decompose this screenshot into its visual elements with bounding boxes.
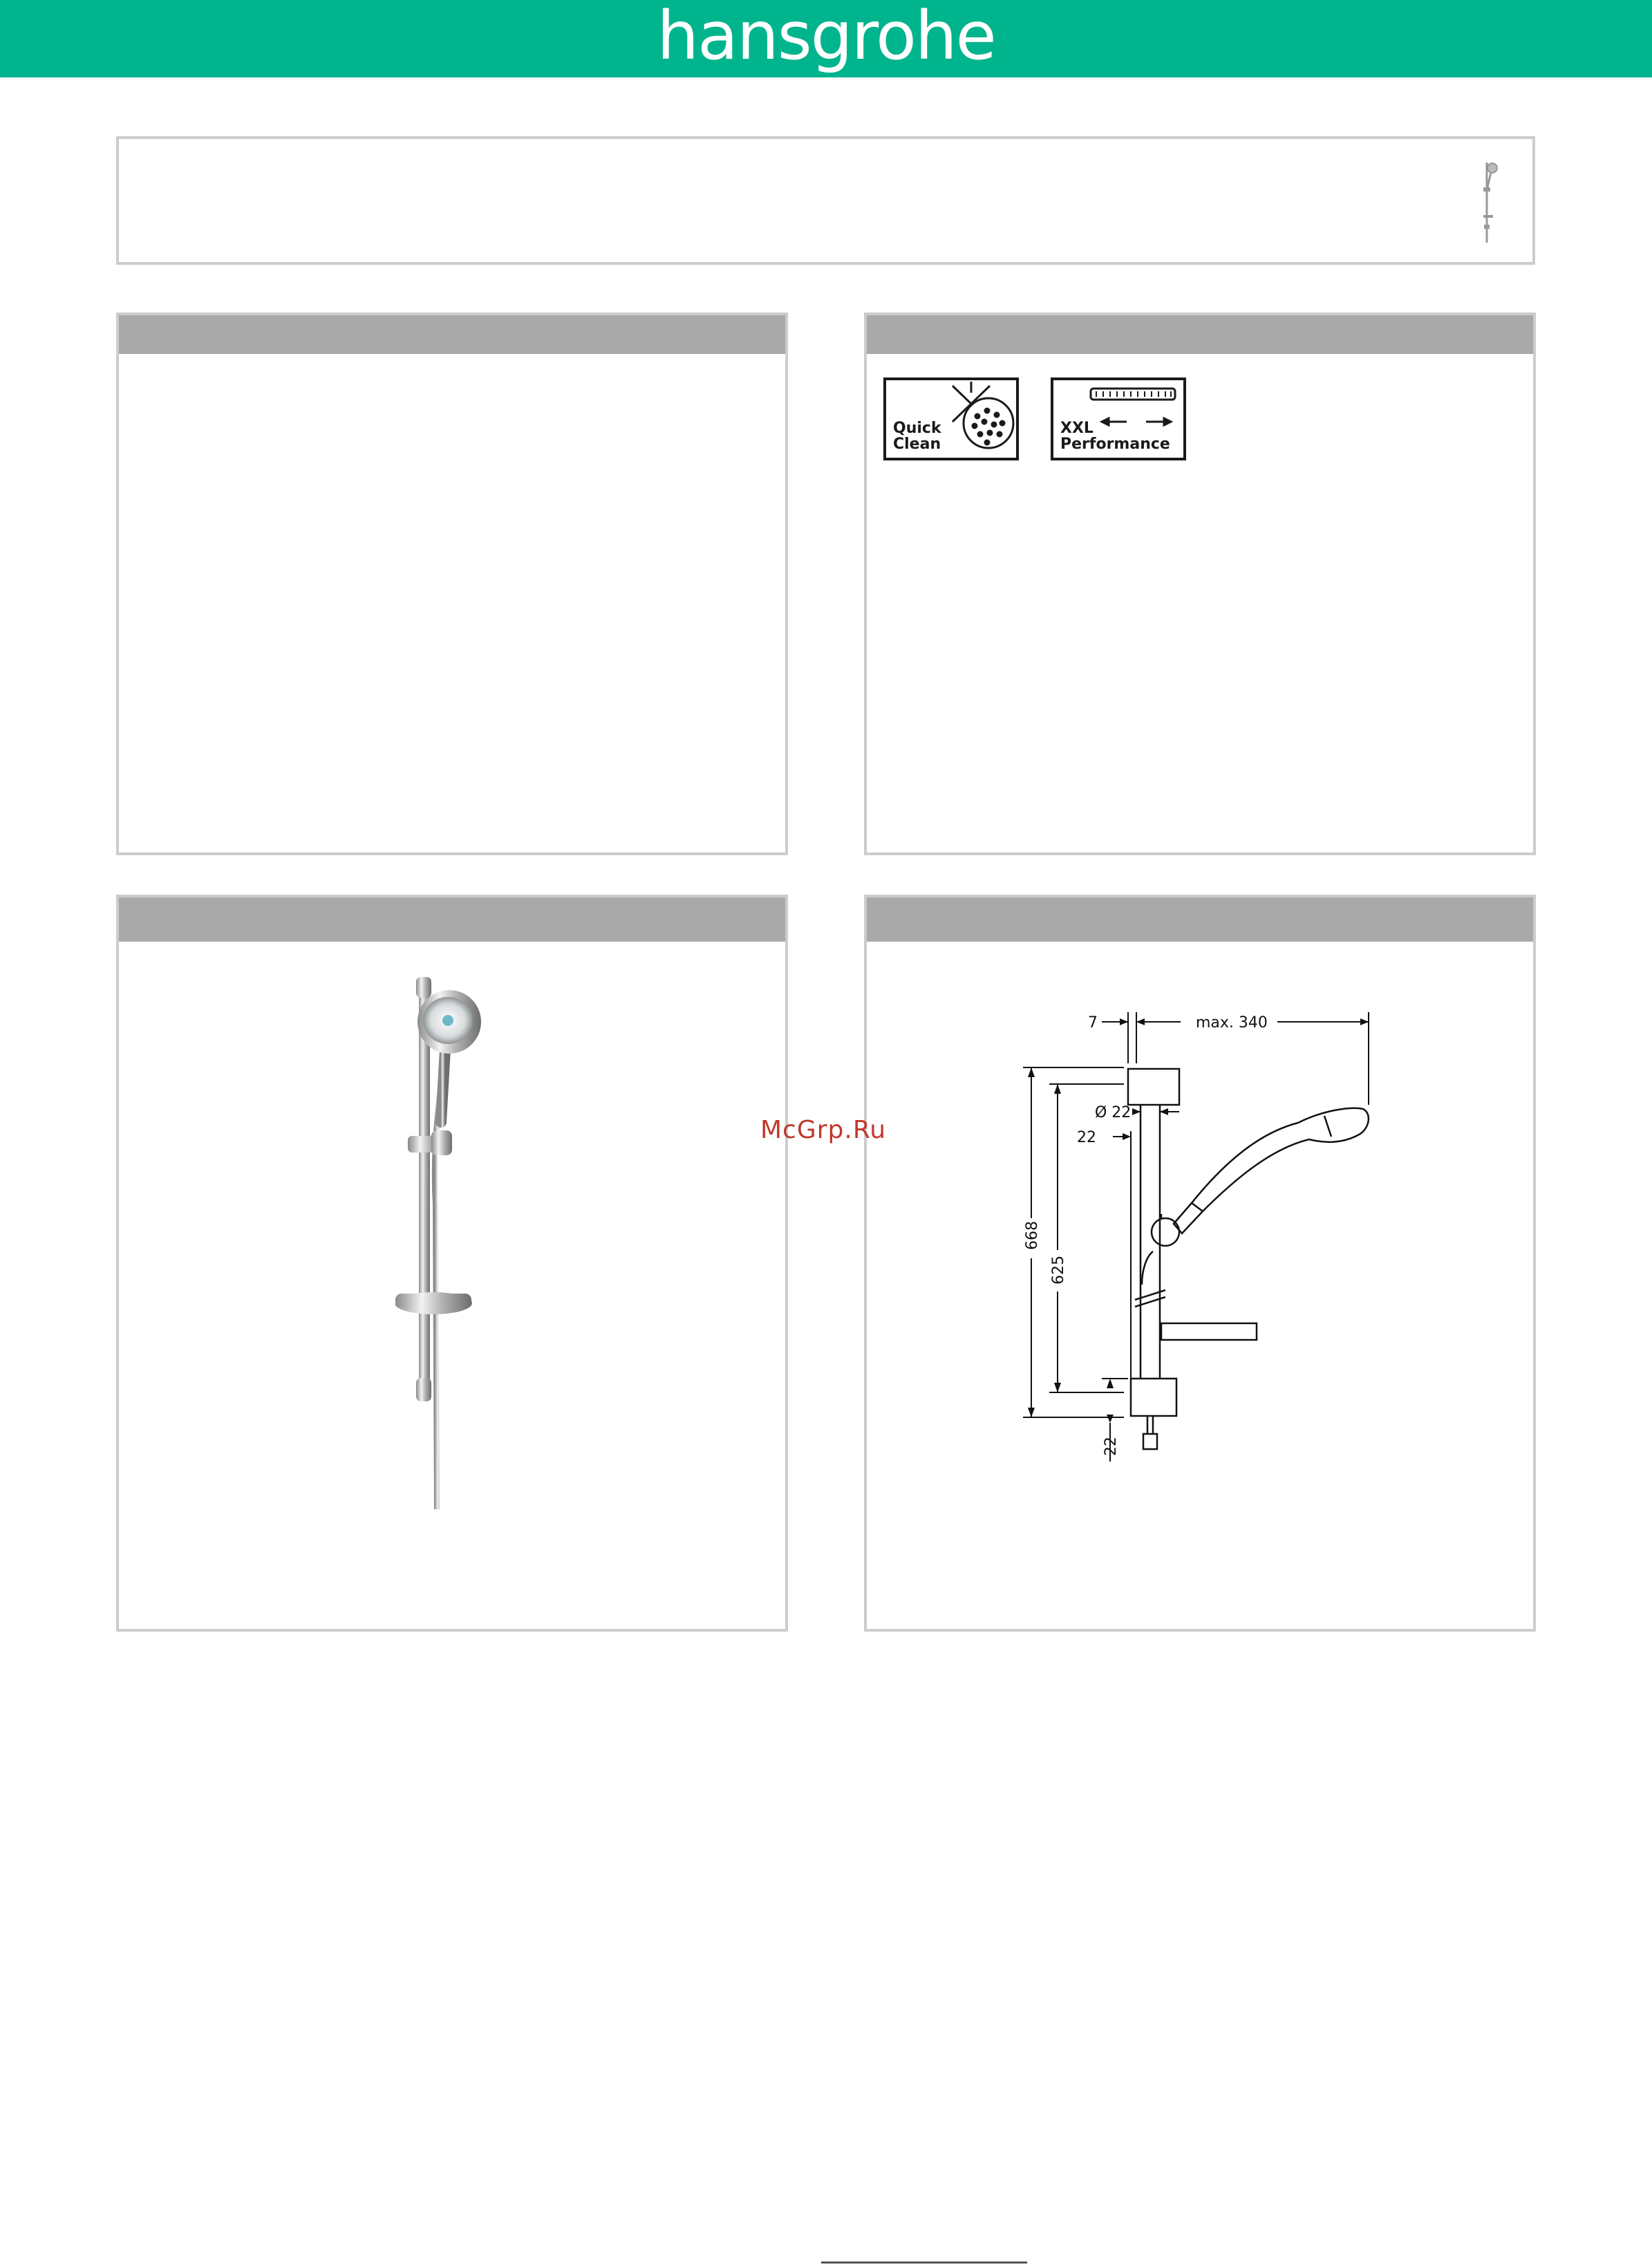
features-panel — [864, 312, 1536, 855]
product-thumbnail — [1477, 160, 1505, 245]
brand-logo: hansgrohe — [657, 0, 995, 75]
technical-drawing-panel — [864, 895, 1536, 1632]
features-panel-header — [867, 315, 1533, 354]
dimension-7: 7 — [1088, 1014, 1098, 1032]
dimension-diameter-22: Ø 22 — [1095, 1104, 1132, 1121]
watermark-text: McGrp.Ru — [760, 1116, 887, 1144]
xxl-performance-icon — [1051, 377, 1186, 460]
product-image-panel-header — [119, 897, 785, 942]
product-image-panel — [116, 895, 788, 1632]
description-panel — [116, 312, 788, 855]
quick-clean-label: Quick Clean — [893, 420, 941, 453]
dimension-22-bottom: 22 — [1102, 1437, 1120, 1456]
shower-set-photo — [395, 977, 520, 1516]
dimension-668: 668 — [1024, 1221, 1041, 1250]
dimension-drawing — [867, 953, 1533, 1575]
footer-rule — [821, 2261, 1027, 2264]
xxl-performance-label: XXL Performance — [1060, 420, 1170, 453]
product-title-box — [116, 136, 1535, 265]
dimension-625: 625 — [1050, 1256, 1067, 1285]
quick-clean-icon — [883, 377, 1019, 460]
brand-header — [0, 0, 1652, 77]
technical-drawing-panel-header — [867, 897, 1533, 942]
dimension-22-top: 22 — [1077, 1129, 1096, 1146]
description-panel-header — [119, 315, 785, 354]
dimension-max-340: max. 340 — [1196, 1014, 1268, 1032]
